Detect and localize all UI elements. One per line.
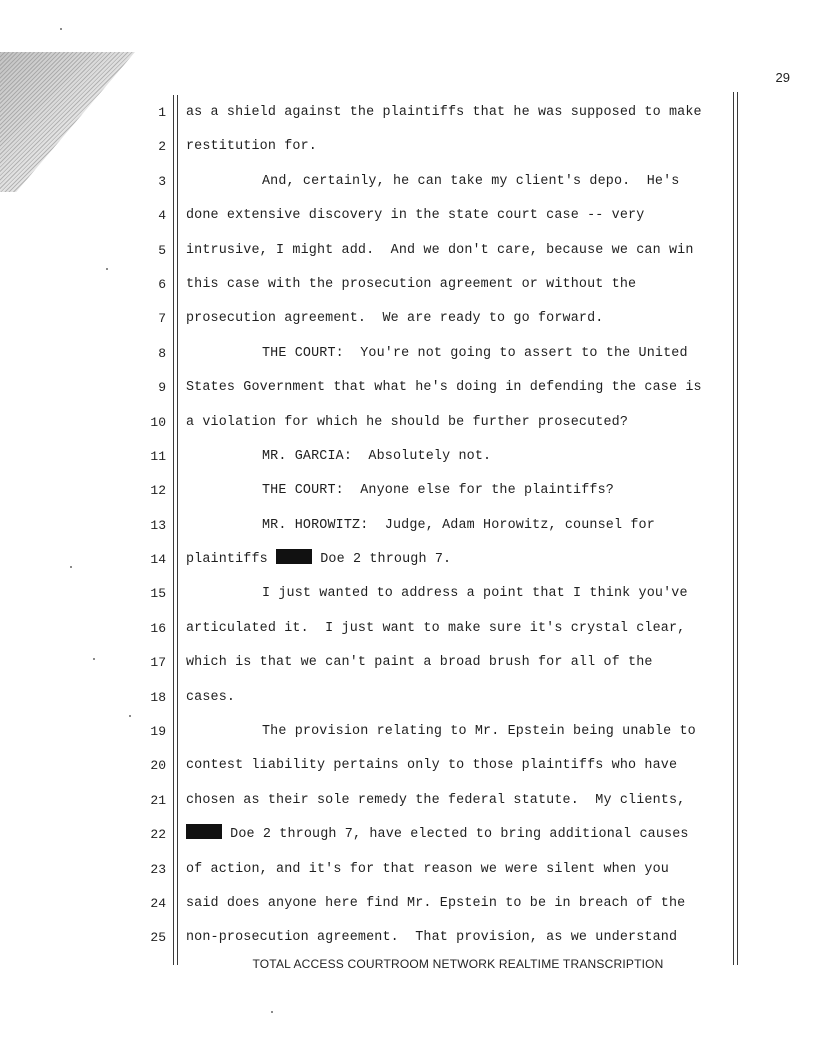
line-number: 1 [158,105,166,120]
line-number: 13 [150,517,166,533]
line-number: 9 [158,380,166,396]
line-text: done extensive discovery in the state court case -- very [186,208,645,224]
line-text: I just wanted to address a point that I think you've [262,586,688,602]
line-number: 18 [150,689,166,705]
transcript-line [0,749,817,783]
line-text: of action, and it's for that reason we were silent when you [186,861,669,877]
scan-speck [93,658,95,660]
page-number: 29 [775,70,790,85]
scan-speck [70,566,72,568]
line-text: chosen as their sole remedy the federal statute. My clients, [186,792,686,808]
transcript-line [0,474,817,508]
transcript-line [0,96,817,130]
line-text: contest liability pertains only to those plaintiffs who have [186,758,678,774]
line-number: 11 [150,448,166,464]
line-text: MR. GARCIA: Absolutely not. [262,448,492,464]
transcript-body [0,96,817,956]
line-number: 17 [150,655,166,671]
line-number: 4 [158,208,166,224]
redaction-block [276,549,312,564]
line-text-after: Doe 2 through 7, have elected to bring additional causes [222,827,689,843]
line-text: said does anyone here find Mr. Epstein to be in breach of the [186,895,686,911]
transcript-line [0,818,817,852]
transcript-line [0,440,817,474]
line-number: 22 [150,827,166,843]
scan-speck [60,28,62,30]
line-number: 2 [158,139,166,155]
line-text-before: plaintiffs [186,552,277,568]
transcript-line [0,681,817,715]
line-number: 19 [150,724,166,740]
footer-transcription-service: TOTAL ACCESS COURTROOM NETWORK REALTIME TRANSCRIPTION [252,957,664,971]
transcript-line [0,715,817,749]
transcript-line [0,234,817,268]
scan-speck [106,268,108,270]
line-text: restitution for. [186,139,317,155]
transcript-line [0,887,817,921]
transcript-line [0,784,817,818]
transcript-line [0,543,817,577]
line-number: 25 [150,930,166,946]
line-text [186,543,451,577]
line-text: The provision relating to Mr. Epstein being unable to [262,724,696,740]
line-number: 12 [150,483,166,499]
line-number: 20 [150,758,166,774]
transcript-line [0,509,817,543]
transcript-line [0,371,817,405]
line-number: 10 [150,414,166,430]
transcript-line [0,165,817,199]
line-number: 7 [158,311,166,327]
line-text: articulated it. I just want to make sure it's crystal clear, [186,620,686,636]
transcript-line [0,577,817,611]
transcript-line [0,646,817,680]
line-text [186,818,689,852]
scan-speck [271,1011,273,1013]
line-number: 14 [150,552,166,568]
line-text: non-prosecution agreement. That provision, as we understand [186,930,678,946]
line-number: 5 [158,242,166,258]
line-text: And, certainly, he can take my client's depo. He's [262,173,680,189]
scan-speck [129,715,131,717]
line-number: 24 [150,895,166,911]
line-text: MR. HOROWITZ: Judge, Adam Horowitz, counsel for [262,517,655,533]
line-number: 3 [158,173,166,189]
transcript-line [0,268,817,302]
transcript-line [0,302,817,336]
transcript-line [0,337,817,371]
line-text: a violation for which he should be further prosecuted? [186,414,629,430]
line-number: 21 [150,792,166,808]
line-number: 15 [150,586,166,602]
line-text: prosecution agreement. We are ready to go forward. [186,311,604,327]
transcript-line [0,406,817,440]
line-text-after: Doe 2 through 7. [312,552,452,568]
line-number: 23 [150,861,166,877]
transcript-line [0,612,817,646]
line-text: States Government that what he's doing in defending the case is [186,380,702,396]
line-text: as a shield against the plaintiffs that he was supposed to make [186,105,702,120]
transcript-line [0,921,817,955]
redaction-block [186,824,222,839]
line-number: 6 [158,276,166,292]
line-number: 16 [150,620,166,636]
line-number: 8 [158,345,166,361]
transcript-line [0,199,817,233]
line-text: intrusive, I might add. And we don't care, because we can win [186,242,694,258]
line-text: cases. [186,689,236,705]
line-text: this case with the prosecution agreement or without the [186,276,637,292]
line-text: THE COURT: Anyone else for the plaintiffs? [262,483,614,499]
line-text: THE COURT: You're not going to assert to the United [262,345,688,361]
transcript-line [0,853,817,887]
line-text: which is that we can't paint a broad brush for all of the [186,655,653,671]
transcript-line [0,130,817,164]
